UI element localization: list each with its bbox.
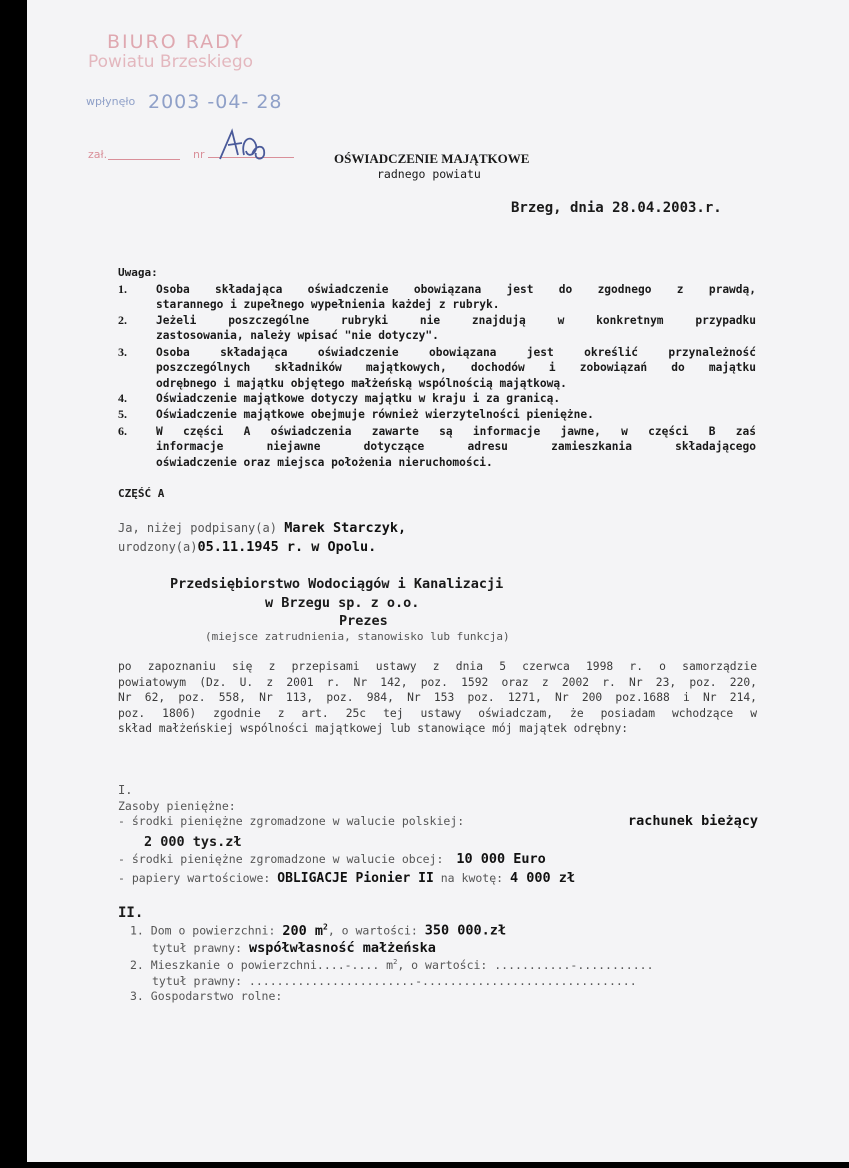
- house-title: współwłasność małżeńska: [248, 940, 436, 956]
- foreign-funds-row: [118, 851, 546, 867]
- office-stamp-name-2: Powiatu Brzeskiego: [88, 52, 254, 72]
- birth-row: [118, 539, 376, 555]
- section-1-subheading: Zasoby pieniężne:: [118, 799, 236, 813]
- employer-caption: (miejsce zatrudnienia, stanowisko lub funkcja): [205, 630, 510, 643]
- born-label: urodzony(a): [118, 540, 198, 554]
- note-item: 4. Oświadczenie majątkowe dotyczy majątku w kraju i za granicą.: [118, 391, 561, 405]
- document-title: OŚWIADCZENIE MAJĄTKOWE: [334, 151, 530, 166]
- position: Prezes: [339, 613, 388, 629]
- securities-label: - papiery wartościowe:: [118, 871, 271, 885]
- note-item: 6. W części A oświadczenia zawarte są informacje jawne, w części B zaś informacje niejawne dotyczące adresu zamieszkania składającego oświadczenie oraz miejsca położenia nieruchomości.: [118, 424, 756, 469]
- house-area: 200 $m^2$: [282, 922, 328, 939]
- foreign-funds-label: - środki pieniężne zgromadzone w walucie obcej:: [118, 852, 444, 866]
- note-item: 2. Jeżeli poszczególne rubryki nie znajdują w konkretnym przypadku zastosowania, należy wpisać "nie dotyczy".: [118, 313, 756, 343]
- pln-funds-row: [118, 814, 758, 828]
- house-value-label: , o wartości:: [327, 923, 418, 938]
- securities-value: OBLIGACJE Pionier II: [277, 871, 434, 886]
- note-item: 5. Oświadczenie majątkowe obejmuje również wierzytelności pieniężne.: [118, 407, 594, 421]
- employer-line-1: Przedsiębiorstwo Wodociągów i Kanalizacji: [170, 576, 504, 592]
- attachments-line: [108, 159, 180, 160]
- pln-funds-amount: 2 000 tys.zł: [144, 834, 242, 850]
- signature-initials: [214, 125, 274, 165]
- notes-heading: Uwaga:: [118, 266, 158, 279]
- flat-row: 2. Mieszkanie o powierzchni....-.... $m^2$, o wartości: ...........-...........: [130, 958, 654, 972]
- office-stamp-name: BIURO RADY: [107, 31, 245, 53]
- securities-row: [118, 870, 575, 886]
- signed-label: Ja, niżej podpisany(a): [118, 521, 277, 535]
- birth-info: 05.11.1945 r. w Opolu.: [197, 539, 377, 555]
- house-label: 1. Dom o powierzchni:: [130, 923, 276, 938]
- signer-row: [118, 520, 406, 536]
- securities-amount-label: na kwotę:: [440, 871, 504, 885]
- farm-row: 3. Gospodarstwo rolne:: [130, 989, 283, 1003]
- employer-line-2: w Brzegu sp. z o.o.: [265, 595, 420, 611]
- house-title-label: tytuł prawny:: [152, 941, 243, 955]
- house-title-row: [152, 940, 436, 956]
- number-label: nr: [193, 148, 205, 161]
- document-subtitle: radnego powiatu: [377, 167, 481, 181]
- pln-funds-value: rachunek bieżący: [627, 813, 758, 829]
- statement-paragraph: po zapoznaniu się z przepisami ustawy z dnia 5 czerwca 1998 r. o samorządzie powiatowym (Dz. U. z 2001 r. Nr 142, poz. 1592 oraz z 2002 r. Nr 23, poz. 220, Nr 62, poz. 558, Nr 113, poz. 984, Nr 153 poz. 1271, Nr 200 poz.1688 i Nr 214, poz. 1806) zgodnie z art. 25c tej ustawy oświadczam, że posiadam wchodzące w skład małżeńskiej wspólności majątkowej lub stanowiące mój majątek odrębny:: [118, 660, 757, 736]
- section-1-heading: I.: [118, 783, 133, 797]
- signer-name: Marek Starczyk,: [284, 520, 407, 536]
- section-2-heading: II.: [118, 905, 144, 921]
- received-label: wpłynęło: [86, 95, 136, 108]
- note-item: 3. Osoba składająca oświadczenie obowiązana jest określić przynależność poszczególnych składników majątkowych, dochodów i zobowiązań do majątku odrębnego i majątku objętego małżeńską wspólnością majątkową.: [118, 345, 756, 390]
- house-row: [130, 922, 506, 939]
- securities-amount: 4 000 zł: [510, 870, 576, 886]
- place-and-date: Brzeg, dnia 28.04.2003.r.: [511, 200, 722, 216]
- part-a-heading: CZĘŚĆ A: [118, 487, 165, 500]
- attachments-label: zał.: [88, 148, 108, 161]
- received-date: 2003 -04- 28: [148, 91, 283, 113]
- flat-title-row: tytuł prawny: ........................-...............................: [152, 974, 637, 988]
- pln-funds-label: - środki pieniężne zgromadzone w walucie polskiej:: [118, 814, 465, 828]
- foreign-funds-value: 10 000 Euro: [456, 851, 546, 867]
- house-value: 350 000.zł: [424, 922, 507, 939]
- note-item: 1. Osoba składająca oświadczenie obowiązana jest do zgodnego z prawdą, starannego i zupełnego wypełnienia każdej z rubryk.: [118, 282, 756, 312]
